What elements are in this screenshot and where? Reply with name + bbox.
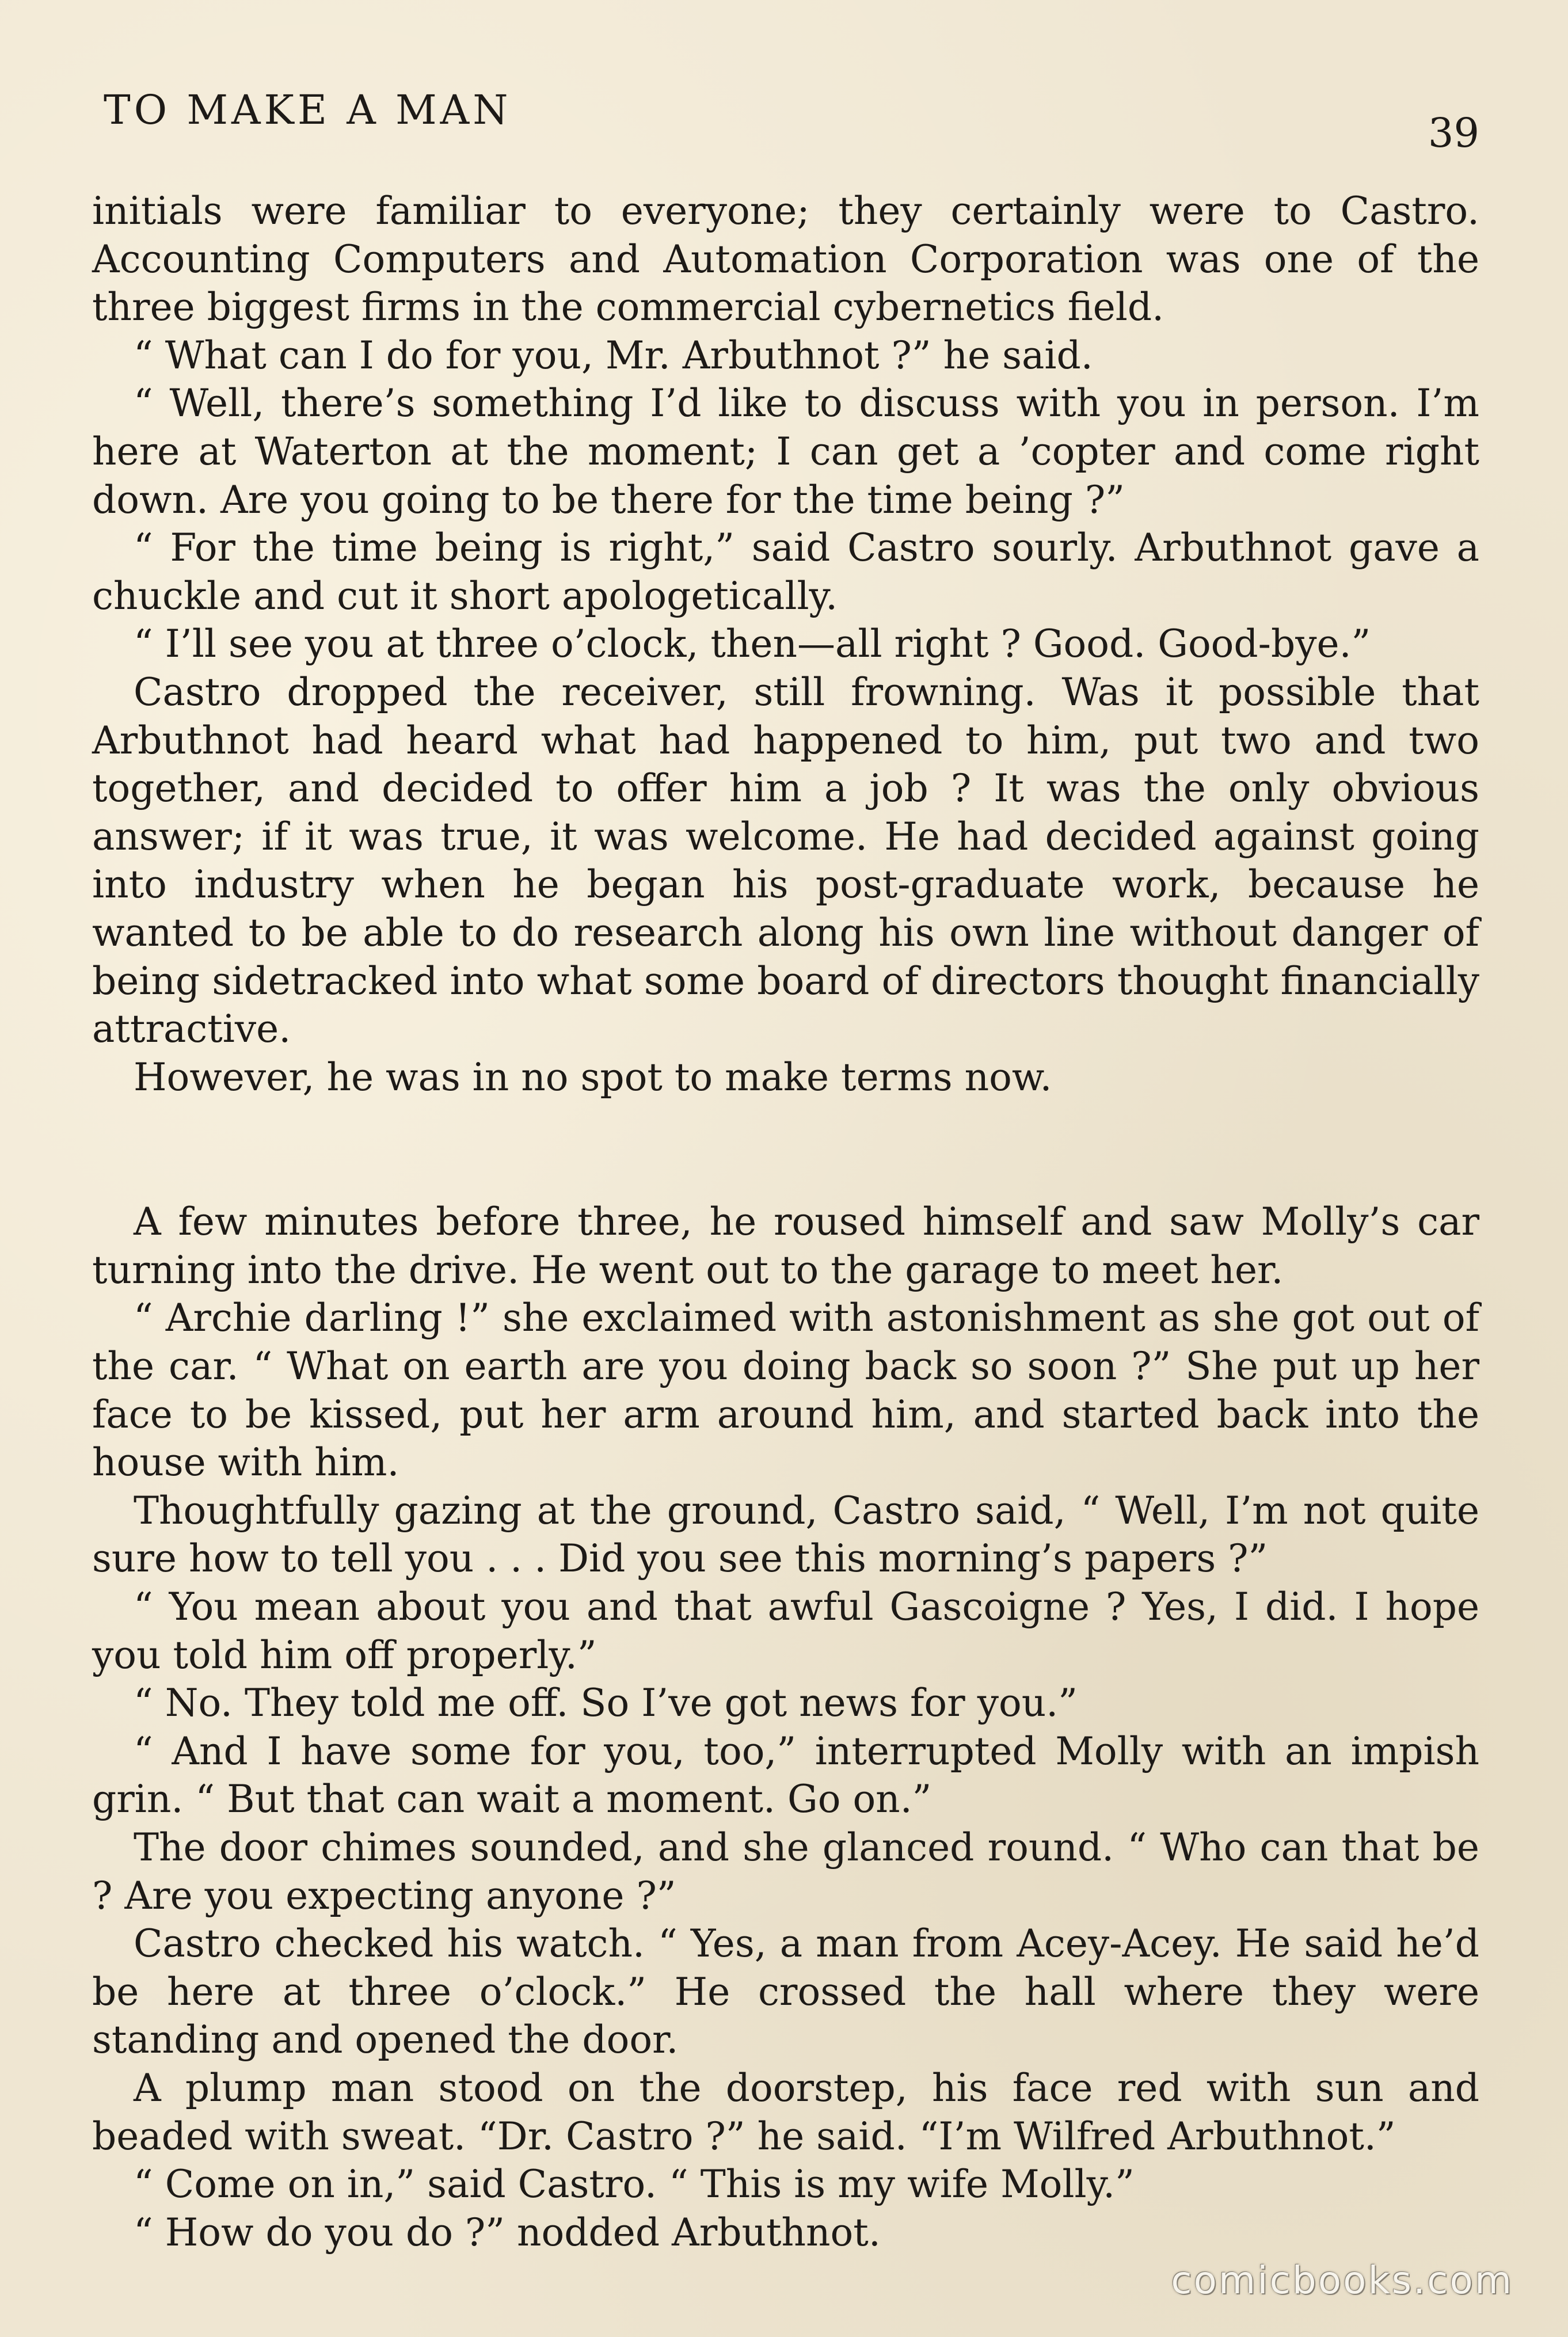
paragraph: Thoughtfully gazing at the ground, Castro said, “ Well, I’m not quite sure how to tell you . . . Did you see this morning’s papers ?”: [92, 1488, 1479, 1581]
paragraph: “ Archie darling !” she exclaimed with astonishment as she got out of the car. “ What on earth are you doing back so soon ?” She put up her face to be kissed, put her arm around him, and started back into the house with him.: [92, 1296, 1479, 1485]
body-text: [92, 187, 1479, 2256]
page-number: 39: [1428, 109, 1479, 157]
paragraph: A plump man stood on the doorstep, his face red with sun and beaded with sweat. “Dr. Castro ?” he said. “I’m Wilfred Arbuthnot.”: [92, 2065, 1479, 2159]
paragraph: Castro dropped the receiver, still frowning. Was it possible that Arbuthnot had heard what had happened to him, put two and two together, and decided to offer him a job ? It was the only obvious answer; if it was true, it was welcome. He had decided against going into industry when he began his post-graduate work, because he wanted to be able to do research along his own line without danger of being sidetracked into what some board of directors thought financially attractive.: [92, 669, 1479, 1052]
paragraph: The door chimes sounded, and she glanced round. “ Who can that be ? Are you expecting anyone ?”: [92, 1825, 1479, 1918]
page-header: [92, 86, 1479, 161]
paragraph: Castro checked his watch. “ Yes, a man from Acey-Acey. He said he’d be here at three o’clock.” He crossed the hall where they were standing and opened the door.: [92, 1921, 1479, 2062]
page-content: [92, 86, 1479, 2255]
paragraph: “ What can I do for you, Mr. Arbuthnot ?” he said.: [134, 333, 1093, 378]
paragraph: “ Well, there’s something I’d like to discuss with you in person. I’m here at Waterton at the moment; I can get a ’copter and come right down. Are you going to be there for the time being ?”: [92, 381, 1479, 522]
paragraph: “ For the time being is right,” said Castro sourly. Arbuthnot gave a chuckle and cut it short apologetically.: [92, 526, 1479, 618]
paragraph: However, he was in no spot to make terms now.: [134, 1055, 1052, 1099]
paragraph: initials were familiar to everyone; they certainly were to Castro. Accounting Computers and Automation Corporation was one of the three biggest firms in the commercial cybernetics field.: [92, 189, 1479, 330]
paragraph: “ You mean about you and that awful Gascoigne ? Yes, I did. I hope you told him off properly.”: [92, 1585, 1479, 1677]
section-break: [92, 1101, 1479, 1198]
paragraph: A few minutes before three, he roused himself and saw Molly’s car turning into the drive. He went out to the garage to meet her.: [92, 1200, 1479, 1292]
paragraph: “ I’ll see you at three o’clock, then—all right ? Good. Good-bye.”: [134, 622, 1371, 667]
paragraph: “ Come on in,” said Castro. “ This is my wife Molly.”: [134, 2162, 1135, 2207]
paragraph: “ And I have some for you, too,” interrupted Molly with an impish grin. “ But that can wait a moment. Go on.”: [92, 1729, 1479, 1822]
paragraph: “ How do you do ?” nodded Arbuthnot.: [134, 2210, 881, 2255]
running-head: TO MAKE A MAN: [104, 86, 512, 134]
paragraph: “ No. They told me off. So I’ve got news for you.”: [134, 1681, 1078, 1726]
watermark: comicbooks.com: [1171, 2258, 1513, 2302]
